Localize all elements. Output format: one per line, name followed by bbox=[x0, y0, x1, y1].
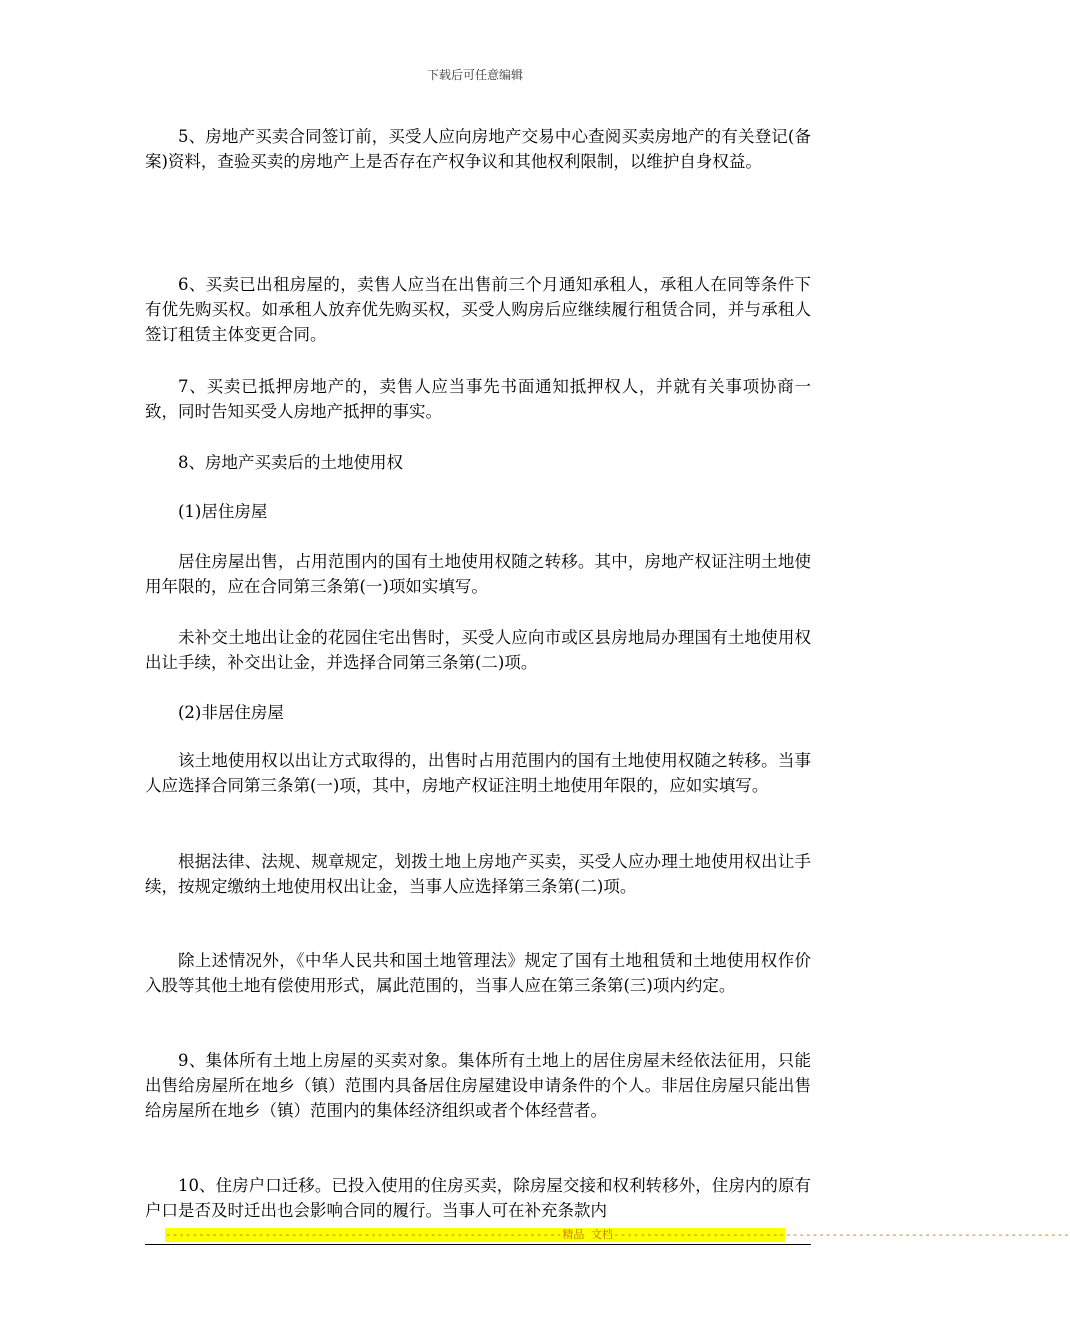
footer-divider bbox=[145, 1244, 811, 1245]
paragraph-garden-house: 未补交土地出让金的花园住宅出售时，买受人应向市或区县房地局办理国有土地使用权出让手续，补交出让金，并选择合同第三条第(二)项。 bbox=[145, 628, 811, 672]
page-header: 下载后可任意编辑 bbox=[426, 68, 523, 82]
paragraph-transfer-method: 该土地使用权以出让方式取得的，出售时占用范围内的国有土地使用权随之转移。当事人应选择合同第三条第(一)项，其中，房地产权证注明土地使用年限的，应如实填写。 bbox=[145, 751, 811, 795]
paragraph-8-2-heading: (2)非居住房屋 bbox=[178, 703, 284, 722]
paragraph-5: 5、房地产买卖合同签订前，买受人应向房地产交易中心查阅买卖房地产的有关登记(备案)资料，查验买卖的房地产上是否存在产权争议和其他权利限制，以维护自身权益。 bbox=[145, 127, 811, 171]
paragraph-land-management-law: 除上述情况外，《中华人民共和国土地管理法》规定了国有土地租赁和土地使用权作价入股等其他土地有偿使用形式，属此范围的，当事人应在第三条第(三)项内约定。 bbox=[145, 951, 811, 995]
paragraph-8: 8、房地产买卖后的土地使用权 bbox=[178, 453, 403, 472]
paragraph-8-1-heading: (1)居住房屋 bbox=[178, 502, 268, 521]
footer-banner: ------------------------------------------------------------精品 文档--------------------------------------------------------------------- bbox=[165, 1228, 1070, 1241]
paragraph-6: 6、买卖已出租房屋的，卖售人应当在出售前三个月通知承租人，承租人在同等条件下有优先购买权。如承租人放弃优先购买权，买受人购房后应继续履行租赁合同，并与承租人签订租赁主体变更合同。 bbox=[145, 275, 811, 344]
paragraph-allocated-land: 根据法律、法规、规章规定，划拨土地上房地产买卖，买受人应办理土地使用权出让手续，按规定缴纳土地使用权出让金，当事人应选择第三条第(二)项。 bbox=[145, 852, 811, 896]
paragraph-7: 7、买卖已抵押房地产的，卖售人应当事先书面通知抵押权人，并就有关事项协商一致，同时告知买受人房地产抵押的事实。 bbox=[145, 377, 811, 421]
paragraph-9: 9、集体所有土地上房屋的买卖对象。集体所有土地上的居住房屋未经依法征用，只能出售给房屋所在地乡（镇）范围内具备居住房屋建设申请条件的个人。非居住房屋只能出售给房屋所在地乡（镇）范围内的集体经济组织或者个体经营者。 bbox=[145, 1051, 811, 1120]
paragraph-residential-transfer: 居住房屋出售，占用范围内的国有土地使用权随之转移。其中，房地产权证注明土地使用年限的，应在合同第三条第(一)项如实填写。 bbox=[145, 552, 811, 596]
paragraph-10: 10、住房户口迁移。已投入使用的住房买卖，除房屋交接和权利转移外，住房内的原有户口是否及时迁出也会影响合同的履行。当事人可在补充条款内 bbox=[145, 1176, 811, 1220]
